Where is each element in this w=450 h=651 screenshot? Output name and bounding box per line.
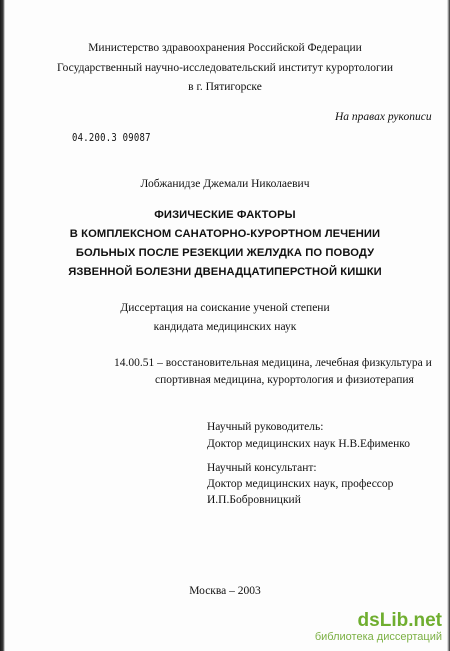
supervisor-name: Доктор медицинских наук Н.В.Ефименко bbox=[207, 438, 410, 450]
specialty-line: 14.00.51 – восстановительная медицина, лечебная физкультура и bbox=[114, 357, 432, 369]
city-year: Москва – 2003 bbox=[189, 585, 261, 597]
dissertation-title-line: В КОМПЛЕКСНОМ САНАТОРНО-КУРОРТНОМ ЛЕЧЕНИИ bbox=[69, 228, 381, 240]
institute-line: Государственный научно-исследовательский институт курортологии bbox=[56, 62, 394, 74]
dslib-watermark bbox=[312, 611, 442, 644]
registration-stamp: 04.200.3 09087 bbox=[72, 132, 151, 144]
specialty-line-continued: спортивная медицина, курортология и физиотерапия bbox=[155, 374, 414, 386]
watermark-tagline: библиотека диссертаций bbox=[314, 631, 442, 643]
supervisor-label: Научный руководитель: bbox=[207, 421, 324, 433]
manuscript-note: На правах рукописи bbox=[335, 111, 432, 123]
dissertation-title-line: ФИЗИЧЕСКИЕ ФАКТОРЫ bbox=[154, 209, 296, 221]
city-line: в г. Пятигорске bbox=[188, 81, 262, 93]
consultant-title: Доктор медицинских наук, профессор bbox=[207, 478, 394, 490]
consultant-label: Научный консультант: bbox=[207, 462, 317, 474]
consultant-name: И.П.Бобровницкий bbox=[207, 494, 301, 506]
dissertation-title-line: ЯЗВЕННОЙ БОЛЕЗНИ ДВЕНАДЦАТИПЕРСТНОЙ КИШКИ bbox=[68, 266, 382, 278]
dissertation-title-line: БОЛЬНЫХ ПОСЛЕ РЕЗЕКЦИИ ЖЕЛУДКА ПО ПОВОДУ bbox=[75, 247, 375, 259]
ministry-line: Министерство здравоохранения Российской Федерации bbox=[88, 42, 362, 54]
author-name: Лобжанидзе Джемали Николаевич bbox=[140, 178, 310, 190]
degree-line: Диссертация на соискание ученой степени bbox=[120, 302, 330, 314]
watermark-logo: dsLib.net bbox=[357, 610, 442, 631]
degree-field-line: кандидата медицинских наук bbox=[153, 321, 297, 333]
